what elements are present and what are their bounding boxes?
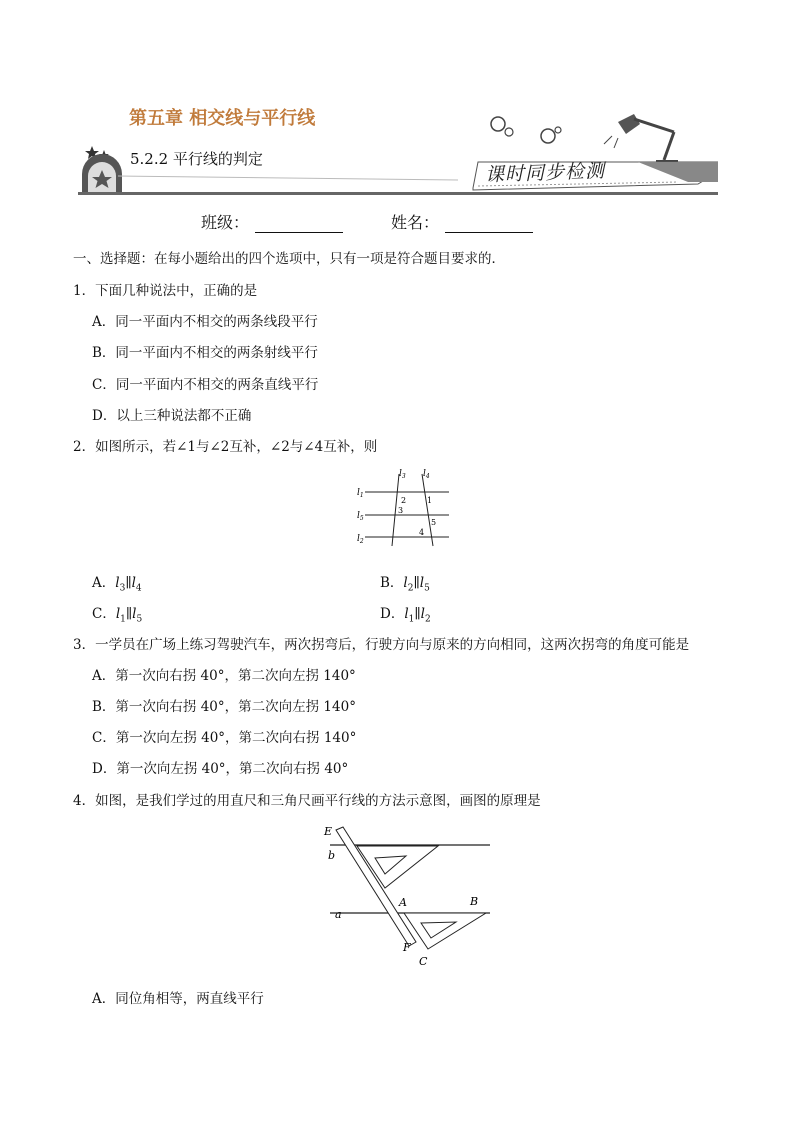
figure-parallel-lines [355, 462, 455, 548]
instructions: 一、选择题：在每小题给出的四个选项中，只有一项是符合题目要求的． [73, 251, 505, 267]
bubble-icon [505, 128, 513, 136]
option-d[interactable]: D．以上三种说法都不正确 [92, 408, 252, 424]
angle-4: 4 [419, 528, 425, 537]
bubble-icon [491, 117, 505, 131]
line-b: b [328, 849, 336, 862]
angle-3: 3 [398, 506, 404, 515]
question-stem: 1．下面几种说法中，正确的是 [73, 283, 258, 299]
option-b[interactable]: B．$l_2\parallel l_5$ [380, 575, 430, 594]
line-a: a [335, 908, 342, 921]
option-a[interactable]: A．第一次向右拐 40°，第二次向左拐 140° [92, 668, 356, 684]
angle-2: 2 [401, 496, 407, 505]
option-a[interactable]: A．同位角相等，两直线平行 [92, 991, 264, 1007]
label-l1: $l_1$ [357, 488, 364, 499]
bubble-icon [555, 127, 561, 133]
badge-label: 课时同步检测 [484, 159, 606, 187]
question-stem: 2．如图所示，若∠1与∠2互补，∠2与∠4互补，则 [73, 439, 378, 455]
section-title: 5.2.2 平行线的判定 [130, 150, 263, 168]
name-field [391, 210, 533, 233]
question-stem: 4．如图，是我们学过的用直尺和三角尺画平行线的方法示意图，画图的原理是 [73, 793, 541, 809]
point-c: C [419, 955, 428, 968]
option-d[interactable]: D．$l_1\parallel l_2$ [380, 606, 431, 625]
angle-5: 5 [431, 518, 437, 527]
label-l3: $l_3$ [399, 469, 406, 480]
figure-ruler-triangle [320, 822, 495, 970]
class-blank[interactable] [255, 216, 343, 233]
name-label: 姓名： [391, 213, 440, 232]
option-c[interactable]: C．同一平面内不相交的两条直线平行 [92, 377, 319, 393]
chapter-title: 第五章 相交线与平行线 [129, 108, 316, 129]
option-c[interactable]: C．$l_1\parallel l_5$ [92, 606, 143, 625]
option-a[interactable]: A．$l_3\parallel l_4$ [92, 575, 142, 594]
angle-1: 1 [427, 496, 433, 505]
label-l4: $l_4$ [423, 469, 430, 480]
point-e: E [324, 825, 333, 838]
point-f: F [403, 941, 411, 954]
class-label: 班级： [201, 213, 250, 232]
label-l2: $l_2$ [357, 534, 364, 545]
option-a[interactable]: A．同一平面内不相交的两条线段平行 [92, 314, 318, 330]
option-c[interactable]: C．第一次向左拐 40°，第二次向右拐 140° [92, 730, 357, 746]
label-l5: $l_5$ [357, 511, 364, 522]
point-a: A [399, 896, 407, 909]
name-blank[interactable] [445, 216, 533, 233]
class-field [201, 210, 343, 233]
option-b[interactable]: B．同一平面内不相交的两条射线平行 [92, 345, 318, 361]
bubble-icon [541, 129, 555, 143]
lamp-icon [604, 114, 678, 165]
point-b: B [470, 895, 479, 908]
option-d[interactable]: D．第一次向左拐 40°，第二次向右拐 40° [92, 761, 349, 777]
question-stem: 3．一学员在广场上练习驾驶汽车，两次拐弯后，行驶方向与原来的方向相同，这两次拐弯的角度可能是 [73, 637, 690, 653]
option-b[interactable]: B．第一次向右拐 40°，第二次向左拐 140° [92, 699, 356, 715]
